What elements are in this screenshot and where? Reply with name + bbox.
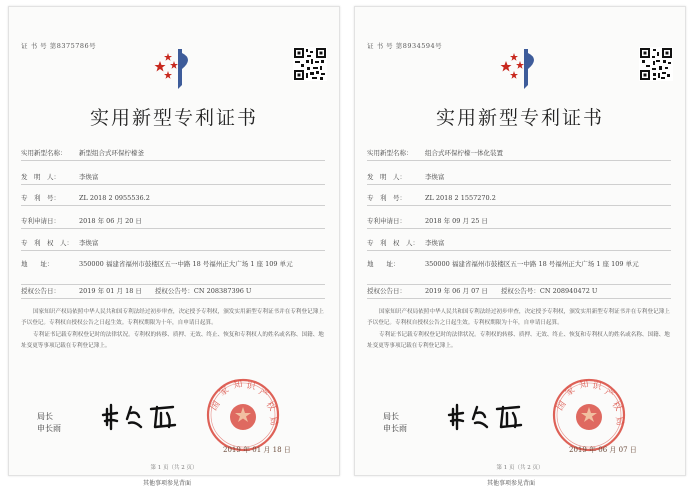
page-number: 第 1 页（共 2 页）: [150, 465, 198, 471]
cnipa-emblem-icon: [154, 47, 198, 91]
cnipa-emblem-icon: [500, 47, 544, 91]
director-name: 申长雨: [37, 424, 61, 433]
field-label: 专 利 号：: [367, 194, 406, 202]
field-label: 专利申请日：: [21, 217, 60, 225]
director-signature: [101, 399, 191, 433]
certificate-right: [354, 6, 686, 476]
field-value: 新型组合式环保柠檬釜: [79, 149, 144, 157]
qr-code-icon: [639, 47, 673, 81]
official-seal: [551, 377, 627, 453]
patent-number-row: [367, 193, 671, 202]
field-label: 地 址：: [21, 260, 54, 268]
field-value: 2018 年 09 月 25 日: [425, 217, 488, 225]
official-seal: [205, 377, 281, 453]
field-label: 专利申请日：: [367, 217, 406, 225]
body-paragraph: 专利证书记载专利权登记时的法律状况。专利权的转移、质押、无效、终止、恢复和专利权人的姓名或名称、国籍、地址变更等事项记载在专利登记簿上。: [21, 332, 324, 349]
svg-text:识: 识: [245, 381, 257, 393]
svg-text:产: 产: [602, 387, 616, 401]
field-label: 实用新型名称：: [367, 149, 413, 157]
field-value: 350000 福建省福州市鼓楼区五一中路 18 号福州正大广场 1 座 109 单元: [79, 260, 293, 268]
field-value: 组合式环保柠檬一体化装置: [425, 149, 503, 157]
svg-text:权: 权: [263, 399, 277, 414]
field-label: 实用新型名称：: [21, 149, 67, 157]
svg-text:局: 局: [267, 415, 279, 427]
certificate-number: 证 书 号 第8375786号: [21, 42, 97, 50]
application-date-row: [21, 216, 325, 225]
grant-date-row: [367, 286, 671, 295]
body-paragraph: 国家知识产权局依照中华人民共和国专利法经过初步审查，决定授予专利权，颁发实用新型专利证书并在专利登记簿上予以登记。专利权自授权公告之日起生效。专利权期限为十年，自申请日起算。: [367, 309, 670, 326]
field-label: 专 利 权 人：: [367, 239, 419, 247]
svg-text:权: 权: [609, 399, 623, 414]
body-paragraph: 国家知识产权局依照中华人民共和国专利法经过初步审查，决定授予专利权，颁发实用新型专利证书并在专利登记簿上予以登记。专利权自授权公告之日起生效。专利权期限为十年，自申请日起算。: [21, 309, 324, 326]
address-row: [21, 259, 325, 281]
body-paragraph: 专利证书记载专利权登记时的法律状况。专利权的转移、质押、无效、终止、恢复和专利权人的姓名或名称、国籍、地址变更等事项记载在专利登记簿上。: [367, 332, 670, 349]
utility-model-name-row: [21, 148, 325, 157]
field-value: ZL 2018 2 0955536.2: [79, 194, 150, 202]
seal-date: 2019 年 01 月 18 日: [223, 446, 291, 454]
certificate-left: [8, 6, 340, 476]
director-signature: [447, 399, 537, 433]
certificate-body-text: [21, 307, 325, 353]
field-value: 350000 福建省福州市鼓楼区五一中路 18 号福州正大广场 1 座 109 单元: [425, 260, 639, 268]
footnote-left: 其他事项参见背面: [143, 480, 192, 487]
svg-text:国: 国: [209, 399, 223, 413]
svg-text:知: 知: [578, 379, 590, 391]
qr-code-icon: [293, 47, 327, 81]
field-label: 专 利 号：: [21, 194, 60, 202]
seal-date: 2019 年 06 月 07 日: [569, 446, 637, 454]
certificate-body-text: [367, 307, 671, 353]
patent-number-row: [21, 193, 325, 202]
certificate-title: 实用新型专利证书: [435, 107, 604, 129]
field-value: 李焕富: [79, 173, 99, 181]
field-value: 2019 年 01 月 18 日 授权公告号：CN 208387396 U: [79, 287, 252, 295]
svg-text:国: 国: [555, 399, 569, 413]
field-label: 授权公告日：: [367, 287, 406, 295]
patentee-row: [21, 238, 325, 247]
svg-text:家: 家: [563, 385, 578, 399]
director-label: 局长: [37, 412, 53, 421]
field-value: 李焕富: [425, 239, 445, 247]
field-value: 2019 年 06 月 07 日 授权公告号：CN 208940472 U: [425, 287, 598, 295]
field-label: 专 利 权 人：: [21, 239, 73, 247]
director-name: 申长雨: [383, 424, 407, 433]
patentee-row: [367, 238, 671, 247]
inventor-row: [367, 172, 671, 181]
svg-text:产: 产: [256, 387, 270, 401]
svg-text:识: 识: [591, 381, 603, 393]
field-label: 发 明 人：: [367, 173, 406, 181]
application-date-row: [367, 216, 671, 225]
utility-model-name-row: [367, 148, 671, 157]
field-value: 李焕富: [79, 239, 99, 247]
svg-text:家: 家: [217, 385, 232, 399]
field-label: 地 址：: [367, 260, 400, 268]
address-row: [367, 259, 671, 281]
page-number: 第 1 页（共 2 页）: [496, 465, 544, 471]
svg-text:局: 局: [613, 415, 625, 427]
field-value: ZL 2018 2 1557270.2: [425, 194, 496, 202]
inventor-row: [21, 172, 325, 181]
director-label: 局长: [383, 412, 399, 421]
svg-text:知: 知: [232, 379, 244, 391]
field-label: 授权公告日：: [21, 287, 60, 295]
certificate-number: 证 书 号 第8934594号: [367, 42, 443, 50]
grant-date-row: [21, 286, 325, 295]
field-label: 发 明 人：: [21, 173, 60, 181]
footnote-right: 其他事项参见背面: [487, 480, 536, 487]
certificate-title: 实用新型专利证书: [89, 107, 258, 129]
field-value: 李焕富: [425, 173, 445, 181]
field-value: 2018 年 06 月 20 日: [79, 217, 142, 225]
